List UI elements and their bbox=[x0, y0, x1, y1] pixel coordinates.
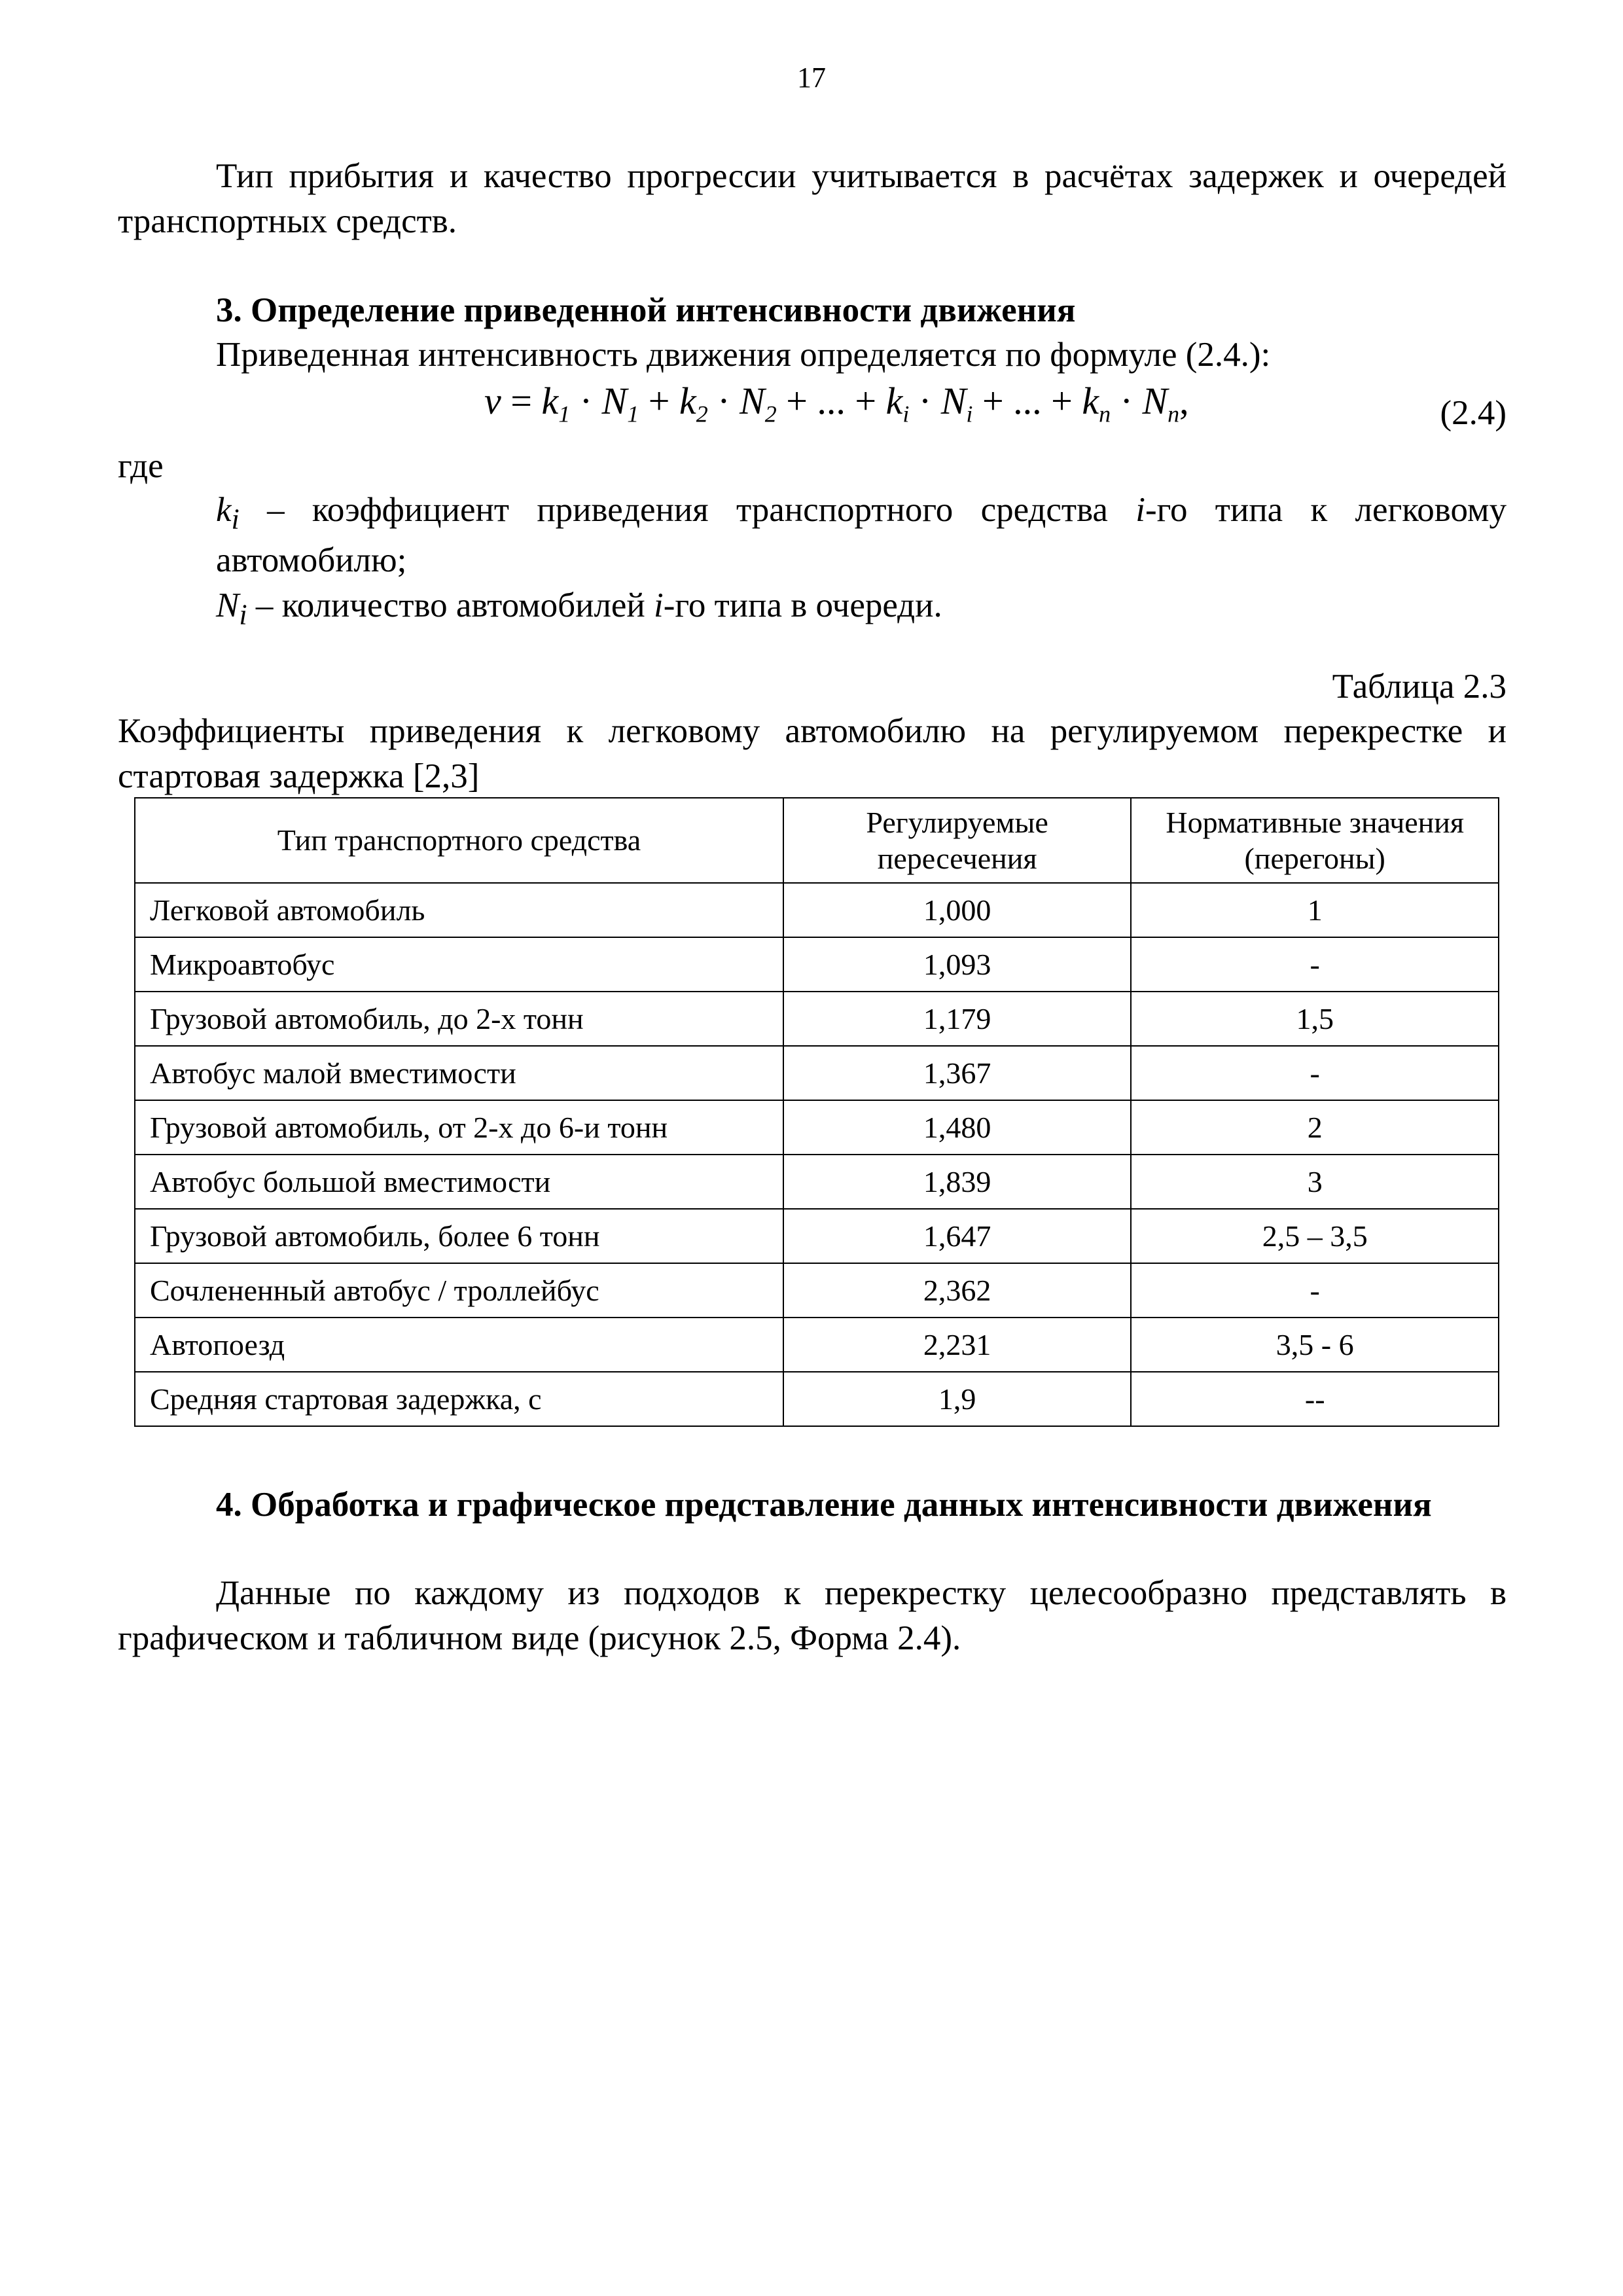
table-label: Таблица 2.3 bbox=[1332, 668, 1507, 706]
vehicle-type-cell: Микроавтобус bbox=[135, 937, 783, 992]
equation-number: (2.4) bbox=[1440, 394, 1507, 432]
normative-cell: -- bbox=[1131, 1372, 1499, 1426]
normative-cell: 1,5 bbox=[1131, 992, 1499, 1046]
regulated-cell: 1,839 bbox=[783, 1155, 1132, 1209]
header-vehicle-type: Тип транспортного средства bbox=[135, 798, 783, 883]
page-number: 17 bbox=[797, 62, 826, 94]
regulated-cell: 2,231 bbox=[783, 1318, 1132, 1372]
vehicle-type-cell: Средняя стартовая задержка, с bbox=[135, 1372, 783, 1426]
regulated-cell: 1,480 bbox=[783, 1100, 1132, 1155]
regulated-cell: 1,093 bbox=[783, 937, 1132, 992]
intro-paragraph: Тип прибытия и качество прогрессии учитывается в расчётах задержек и очередей транспортных средств. bbox=[118, 157, 1507, 240]
section4-text: Данные по каждому из подходов к перекрестку целесообразно представлять в графическом и табличном виде (рисунок 2.5, Форма 2.4). bbox=[118, 1574, 1507, 1657]
regulated-cell: 2,362 bbox=[783, 1263, 1132, 1318]
table-row bbox=[135, 1209, 1499, 1263]
table-row bbox=[135, 1155, 1499, 1209]
normative-cell: - bbox=[1131, 1046, 1499, 1100]
vehicle-type-cell: Автобус малой вместимости bbox=[135, 1046, 783, 1100]
table-row bbox=[135, 1263, 1499, 1318]
table-row bbox=[135, 992, 1499, 1046]
table-header-row bbox=[135, 798, 1499, 883]
header-normative: Нормативные значения (перегоны) bbox=[1131, 798, 1499, 883]
table-row bbox=[135, 1100, 1499, 1155]
vehicle-type-cell: Автобус большой вместимости bbox=[135, 1155, 783, 1209]
vehicle-type-cell: Легковой автомобиль bbox=[135, 883, 783, 937]
table-row bbox=[135, 1046, 1499, 1100]
vehicle-type-cell: Грузовой автомобиль, более 6 тонн bbox=[135, 1209, 783, 1263]
normative-cell: 3 bbox=[1131, 1155, 1499, 1209]
regulated-cell: 1,000 bbox=[783, 883, 1132, 937]
normative-cell: 2,5 – 3,5 bbox=[1131, 1209, 1499, 1263]
normative-cell: 2 bbox=[1131, 1100, 1499, 1155]
vehicle-type-cell: Сочлененный автобус / троллейбус bbox=[135, 1263, 783, 1318]
definition-n: $N_i$ – количество автомобилей i-го типа в очереди. bbox=[216, 586, 942, 631]
formula-row bbox=[118, 376, 1507, 432]
vehicle-type-cell: Грузовой автомобиль, до 2-х тонн bbox=[135, 992, 783, 1046]
section3-heading: 3. Определение приведенной интенсивности движения bbox=[216, 291, 1076, 329]
normative-cell: 1 bbox=[1131, 883, 1499, 937]
coefficients-table bbox=[134, 797, 1499, 1427]
definitions-list bbox=[118, 488, 1507, 634]
normative-cell: - bbox=[1131, 1263, 1499, 1318]
vehicle-type-cell: Автопоезд bbox=[135, 1318, 783, 1372]
normative-cell: - bbox=[1131, 937, 1499, 992]
definition-k: $k_i$ – коэффициент приведения транспортного средства i-го типа к легковому автомобилю; bbox=[216, 491, 1507, 580]
formula-2-4: $v = k_1 \cdot N_1 + k_2 \cdot N_2$ + ... + $k_i \cdot N_i$ + ... + $k_n \cdot N_n$, bbox=[484, 380, 1189, 427]
vehicle-type-cell: Грузовой автомобиль, от 2-х до 6-и тонн bbox=[135, 1100, 783, 1155]
table-caption: Коэффициенты приведения к легковому автомобилю на регулируемом перекрестке и стартовая задержка [2,3] bbox=[118, 712, 1507, 795]
section3-text: Приведенная интенсивность движения определяется по формуле (2.4.): bbox=[216, 336, 1271, 374]
regulated-cell: 1,367 bbox=[783, 1046, 1132, 1100]
regulated-cell: 1,647 bbox=[783, 1209, 1132, 1263]
regulated-cell: 1,179 bbox=[783, 992, 1132, 1046]
normative-cell: 3,5 - 6 bbox=[1131, 1318, 1499, 1372]
header-regulated: Регулируемые пересечения bbox=[783, 798, 1132, 883]
table-row bbox=[135, 1318, 1499, 1372]
section4-heading: 4. Обработка и графическое представление данных интенсивности движения bbox=[216, 1486, 1432, 1524]
where-label: где bbox=[118, 447, 164, 485]
table-row bbox=[135, 1372, 1499, 1426]
table-row bbox=[135, 937, 1499, 992]
table-row bbox=[135, 883, 1499, 937]
regulated-cell: 1,9 bbox=[783, 1372, 1132, 1426]
